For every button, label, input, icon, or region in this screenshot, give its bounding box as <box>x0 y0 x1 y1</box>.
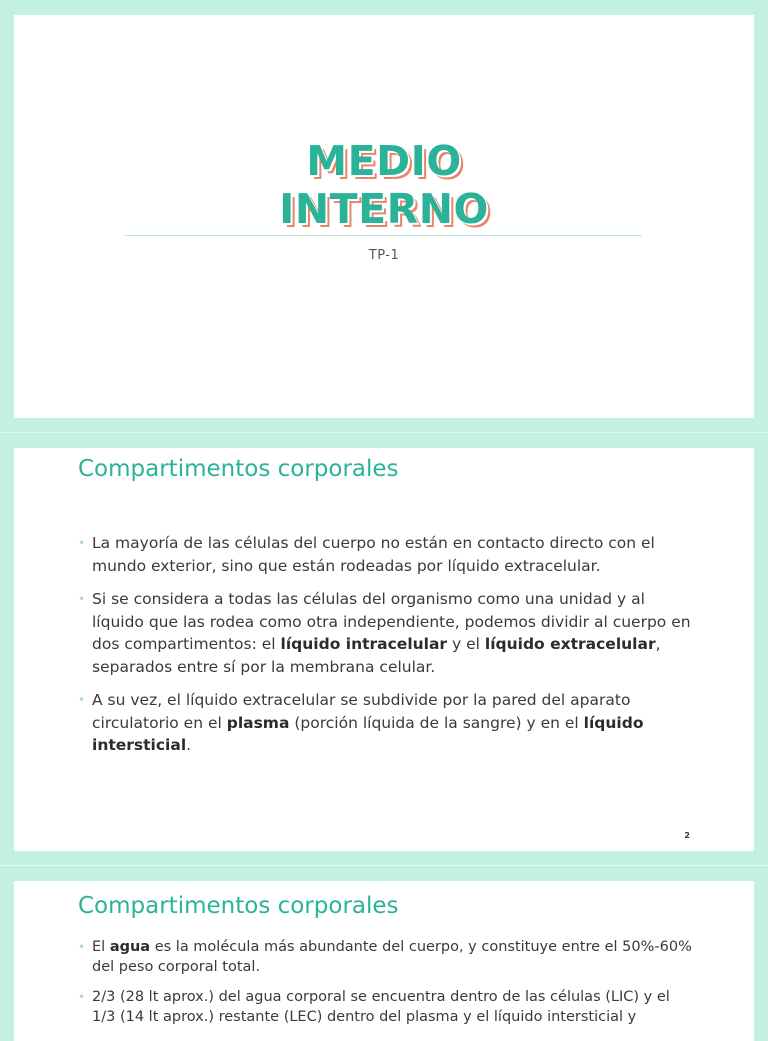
bullet-text: A su vez, el líquido extracelular se subdivide por la pared del aparato circulatorio en el <box>92 691 631 732</box>
slide-separator <box>0 865 768 866</box>
slide-title-line1: MEDIO <box>306 137 462 185</box>
bold-term: líquido intracelular <box>280 635 448 653</box>
slide-heading: Compartimentos corporales <box>78 893 399 919</box>
bullet-dot-icon: • <box>78 592 86 606</box>
bullet-dot-icon: • <box>78 693 86 707</box>
bullet-item <box>78 689 694 757</box>
slide-compartimentos-1 <box>14 448 754 851</box>
bold-term: agua <box>109 939 151 955</box>
bullet-dot-icon: • <box>78 536 86 550</box>
bullet-text: (porción líquida de la sangre) y en el <box>289 713 584 732</box>
bullet-list <box>78 532 694 768</box>
bullet-text: y el <box>447 635 485 653</box>
title-divider <box>124 235 642 236</box>
slide-compartimentos-2 <box>14 881 754 1041</box>
slide-title <box>14 15 754 418</box>
bold-term: plasma <box>226 713 290 732</box>
bullet-dot-icon: • <box>78 990 86 1004</box>
bold-term: líquido extracelular <box>484 635 656 653</box>
slide-heading: Compartimentos corporales <box>78 456 399 482</box>
bullet-text: . <box>186 736 192 754</box>
bullet-item <box>78 937 694 977</box>
bullet-dot-icon: • <box>78 940 86 954</box>
bullet-text: La mayoría de las células del cuerpo no están en contacto directo con el mundo exterior, sino que están rodeadas por líquido extracelular. <box>92 534 655 575</box>
slide-separator <box>0 432 768 433</box>
bullet-item <box>78 987 694 1027</box>
bullet-text: El <box>92 939 110 955</box>
bullet-text: 2/3 (28 lt aprox.) del agua corporal se encuentra dentro de las células (LIC) y el 1/3 (14 lt aprox.) restante (LEC) dentro del plasma y el líquido intersticial y <box>92 989 670 1025</box>
bullet-item <box>78 588 694 678</box>
bold-term: líquido intersticial <box>92 713 644 754</box>
page-number: 2 <box>684 831 690 840</box>
bullet-list <box>78 937 694 1037</box>
bullet-text: es la molécula más abundante del cuerpo, y constituye entre el 50%-60% del peso corporal total. <box>92 939 692 975</box>
bullet-text: Si se considera a todas las células del organismo como una unidad y al líquido que las rodea como otra independiente, podemos dividir al cuerpo en dos compartimentos: el <box>92 590 691 653</box>
slide-title-line2: INTERNO <box>279 185 489 233</box>
slide-subtitle: TP-1 <box>368 248 400 263</box>
bullet-text: , separados entre sí por la membrana celular. <box>92 635 661 676</box>
bullet-item <box>78 532 694 577</box>
